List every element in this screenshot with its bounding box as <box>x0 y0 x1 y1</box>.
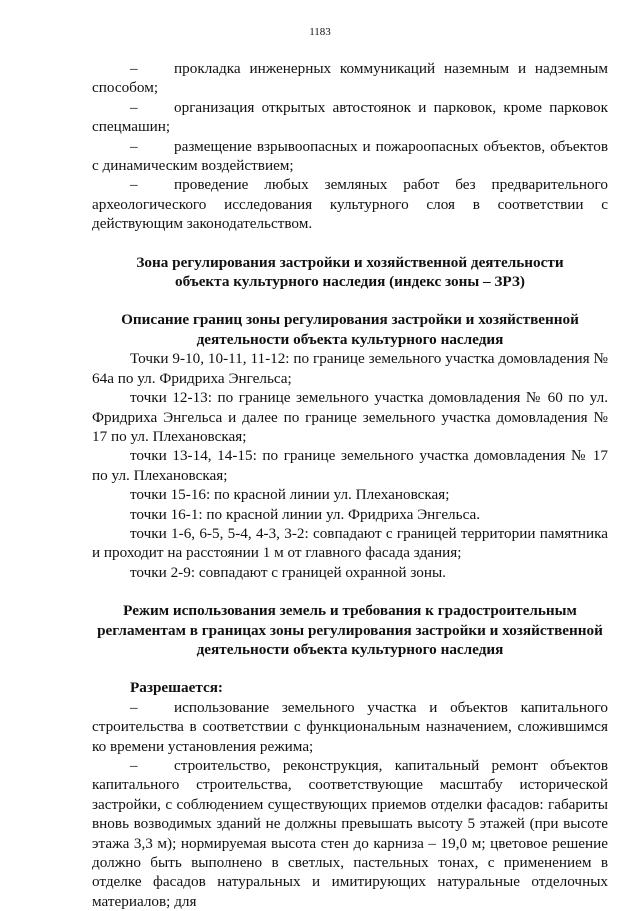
boundary-point: точки 1-6, 6-5, 5-4, 4-3, 3-2: совпадают с границей территории памятника и проходит на расстоянии 1 м от главного фасада здания; <box>92 524 608 562</box>
list-item <box>92 698 608 756</box>
zone-heading-line2: объекта культурного наследия (индекс зоны – ЗРЗ) <box>175 273 525 291</box>
list-item-text: строительство, реконструкция, капитальный ремонт объектов капитального строительства, соответствующие масштабу исторической застройки, с соблюдением существующих приемов отделки фасадов: габариты вновь возводимых зданий не должны превышать высоту 5 этажей (при высоте этажа 3,3 м); нормируемая высота стен до карниза – 19,0 м; цветовое решение должно быть выполнено в светлых, пастельных тонах, с применением в отделке фасадов натуральных и имитирующих натуральные отделочных материалов; для <box>92 757 608 910</box>
list-item <box>92 59 608 98</box>
description-heading-line1: Описание границ зоны регулирования застройки и хозяйственной <box>121 311 579 329</box>
list-item-text: проведение любых земляных работ без предварительного археологического исследования культурного слоя в соответствии с действующим законодательством. <box>92 176 608 233</box>
boundary-point: Точки 9-10, 10-11, 11-12: по границе земельного участка домовладения № 64а по ул. Фридриха Энгельса; <box>92 350 608 387</box>
list-item <box>92 98 608 137</box>
dash-marker: – <box>130 60 138 77</box>
page-number: 1183 <box>309 26 331 38</box>
boundary-point: точки 15-16: по красной линии ул. Плехановская; <box>130 486 450 504</box>
list-item-text: использование земельного участка и объектов капитального строительства в соответствии с функциональным назначением, сложившимся ко времени установления режима; <box>92 698 608 755</box>
regime-heading-line1: Режим использования земель и требования к градостроительным <box>123 602 577 620</box>
boundary-point: точки 2-9: совпадают с границей охранной зоны. <box>130 563 446 581</box>
zone-heading-line1: Зона регулирования застройки и хозяйственной деятельности <box>136 253 564 271</box>
allowed-label: Разрешается: <box>130 679 223 697</box>
dash-marker: – <box>130 98 138 116</box>
dash-marker: – <box>130 698 138 716</box>
boundary-point: точки 16-1: по красной линии ул. Фридриха Энгельса. <box>130 505 481 523</box>
dash-marker: – <box>130 757 138 774</box>
regime-heading-line3: деятельности объекта культурного наследия <box>196 640 504 658</box>
list-item-text: организация открытых автостоянок и парковок, кроме парковок спецмашин; <box>92 98 608 136</box>
document-page <box>92 59 608 911</box>
list-item <box>92 137 608 176</box>
regime-heading-line2: регламентам в границах зоны регулирования застройки и хозяйственной <box>97 621 603 639</box>
list-item <box>92 175 608 233</box>
list-item-text: размещение взрывоопасных и пожароопасных объектов, объектов с динамическим воздействием; <box>92 137 608 175</box>
list-item-text: прокладка инженерных коммуникаций наземным и надземным способом; <box>92 60 608 97</box>
dash-marker: – <box>130 176 138 194</box>
boundary-point: точки 12-13: по границе земельного участка домовладения № 60 по ул. Фридриха Энгельса и далее по границе земельного участка домовладения № 17 по ул. Плехановская; <box>92 389 608 445</box>
list-item <box>92 756 608 911</box>
dash-marker: – <box>130 137 138 155</box>
boundary-point: точки 13-14, 14-15: по границе земельного участка домовладения № 17 по ул. Плехановская; <box>92 447 608 484</box>
description-heading-line2: деятельности объекта культурного наследия <box>196 330 504 348</box>
